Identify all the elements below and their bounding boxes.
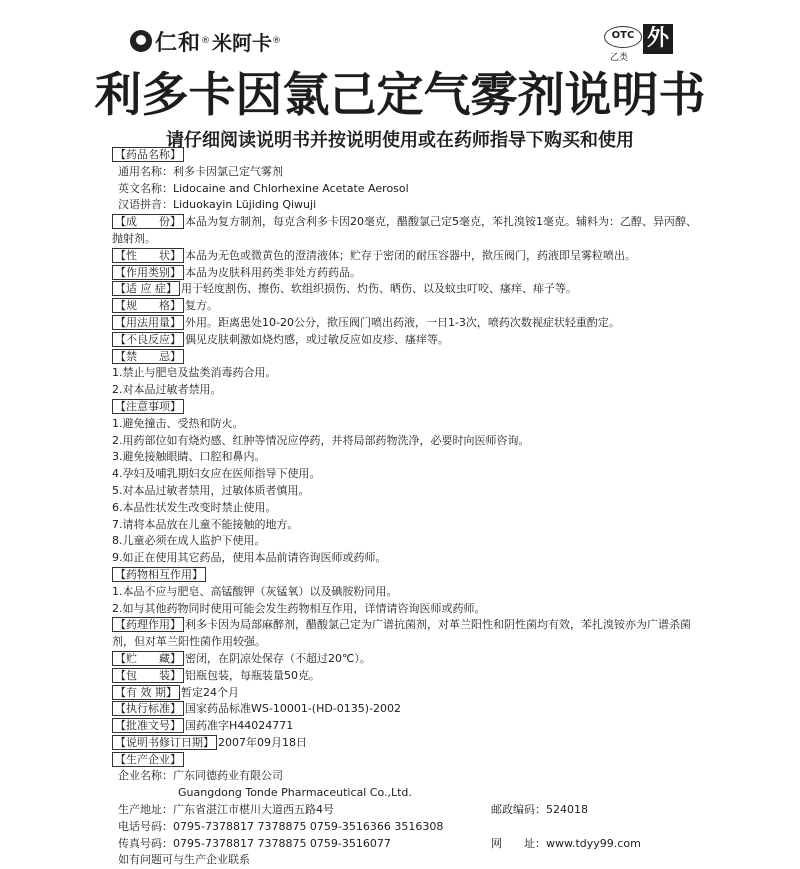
brand-logo: 仁和 ® 米阿卡 ® xyxy=(130,26,281,56)
telephone: 电话号码：0795-7378817 7378875 0759-3516366 3516308 xyxy=(118,819,444,833)
list-item: 5.对本品过敏者禁用，过敏体质者慎用。 xyxy=(112,483,310,497)
section-header: 【药理作用】 xyxy=(112,617,184,632)
external-use-badge: 外 xyxy=(643,24,673,54)
validity-text: 暂定24个月 xyxy=(181,685,239,699)
list-item: 6.本品性状发生改变时禁止使用。 xyxy=(112,500,277,514)
section-header: 【有 效 期】 xyxy=(112,685,180,700)
page-subtitle: 请仔细阅读说明书并按说明使用或在药师指导下购买和使用 xyxy=(166,130,634,151)
section-header: 【用法用量】 xyxy=(112,315,184,330)
brand-sub: 米阿卡 xyxy=(212,30,273,55)
revised-text: 2007年09月18日 xyxy=(218,735,307,749)
brand-mark-icon xyxy=(130,30,152,52)
pinyin-name: 汉语拼音：Liduokayin Lüjiding Qiwuji xyxy=(118,198,317,212)
composition-text: 本品为复方制剂，每克含利多卡因20毫克，醋酸氯己定5毫克，苯扎溴铵1毫克。辅料为：乙醇、异丙醇、抛射剂。 xyxy=(112,215,697,245)
section-header: 【生产企业】 xyxy=(112,752,184,767)
zip-code: 邮政编码：524018 xyxy=(491,803,588,817)
spec-text: 复方。 xyxy=(185,299,218,313)
category-text: 本品为皮肤科用药类非处方药药品。 xyxy=(185,265,361,279)
section-header: 【不良反应】 xyxy=(112,332,184,347)
list-item: 3.避免接触眼睛、口腔和鼻内。 xyxy=(112,450,266,464)
section-header: 【适 应 症】 xyxy=(112,281,180,296)
list-item: 1.避免撞击、受热和防火。 xyxy=(112,416,244,430)
list-item: 1.本品不应与肥皂、高锰酸钾（灰锰氧）以及碘胺粉同用。 xyxy=(112,584,398,598)
section-header: 【药物相互作用】 xyxy=(112,567,206,582)
section-header: 【作用类别】 xyxy=(112,265,184,280)
section-header: 【说明书修订日期】 xyxy=(112,735,217,750)
contact-note: 如有问题可与生产企业联系 xyxy=(118,853,250,867)
company-name: 企业名称：广东同德药业有限公司 xyxy=(118,769,283,783)
otc-class: 乙类 xyxy=(610,53,629,63)
package-text: 铝瓶包装，每瓶装量50克。 xyxy=(185,668,320,682)
section-header: 【药品名称】 xyxy=(112,147,184,162)
page-title: 利多卡因氯己定气雾剂说明书 xyxy=(94,68,706,123)
address: 生产地址：广东省湛江市椹川大道西五路4号 xyxy=(118,803,334,817)
usage-text: 外用。距离患处10-20公分，揿压阀门喷出药液，一日1-3次，喷药次数视症状轻重酌定。 xyxy=(185,315,620,329)
company-name-en: Guangdong Tonde Pharmaceutical Co.,Ltd. xyxy=(178,786,412,800)
otc-badge: OTC xyxy=(604,26,642,48)
list-item: 8.儿童必须在成人监护下使用。 xyxy=(112,534,266,548)
approval-text: 国药准字H44024771 xyxy=(185,719,294,733)
section-header: 【包 装】 xyxy=(112,668,184,683)
fax: 传真号码：0795-7378817 7378875 0759-3516077 xyxy=(118,836,391,850)
section-header: 【禁 忌】 xyxy=(112,349,184,364)
list-item: 7.请将本品放在儿童不能接触的地方。 xyxy=(112,517,299,531)
pharm-text: 利多卡因为局部麻醉剂，醋酸氯己定为广谱抗菌剂，对革兰阳性和阴性菌均有效，苯扎溴铵亦为广谱杀菌剂，但对革兰阳性菌作用较强。 xyxy=(112,618,691,649)
list-item: 2.用药部位如有烧灼感、红肿等情况应停药，并将局部药物洗净，必要时向医师咨询。 xyxy=(112,433,530,447)
generic-name: 通用名称：利多卡因氯己定气雾剂 xyxy=(118,164,283,178)
storage-text: 密闭，在阴凉处保存（不超过20℃）。 xyxy=(185,651,371,665)
section-header: 【性 状】 xyxy=(112,248,184,263)
section-header: 【规 格】 xyxy=(112,298,184,313)
section-header: 【贮 藏】 xyxy=(112,651,184,666)
list-item: 2.如与其他药物同时使用可能会发生药物相互作用，详情请咨询医师或药师。 xyxy=(112,601,486,615)
header xyxy=(130,22,690,62)
list-item: 2.对本品过敏者禁用。 xyxy=(112,383,222,397)
english-name: 英文名称：Lidocaine and Chlorhexine Acetate Aerosol xyxy=(118,181,409,195)
list-item: 9.如正在使用其它药品，使用本品前请咨询医师或药师。 xyxy=(112,551,387,565)
section-header: 【执行标准】 xyxy=(112,701,184,716)
leaflet-body xyxy=(112,147,702,869)
brand-name: 仁和 xyxy=(155,29,202,56)
section-header: 【注意事项】 xyxy=(112,399,184,414)
indication-text: 用于轻度割伤、擦伤、软组织损伤、灼伤、晒伤、以及蚊虫叮咬、瘙痒、痱子等。 xyxy=(181,282,577,296)
section-header: 【成 份】 xyxy=(112,214,184,229)
website: 网 址：www.tdyy99.com xyxy=(491,836,641,850)
adverse-text: 偶见皮肤刺激如烧灼感，或过敏反应如皮疹、瘙痒等。 xyxy=(185,332,449,346)
list-item: 1.禁止与肥皂及盐类消毒药合用。 xyxy=(112,366,277,380)
character-text: 本品为无色或微黄色的澄清液体；贮存于密闭的耐压容器中，揿压阀门，药液即呈雾粒喷出。 xyxy=(185,248,636,262)
section-header: 【批准文号】 xyxy=(112,718,184,733)
list-item: 4.孕妇及哺乳期妇女应在医师指导下使用。 xyxy=(112,467,321,481)
standard-text: 国家药品标准WS-10001-(HD-0135)-2002 xyxy=(185,702,402,716)
